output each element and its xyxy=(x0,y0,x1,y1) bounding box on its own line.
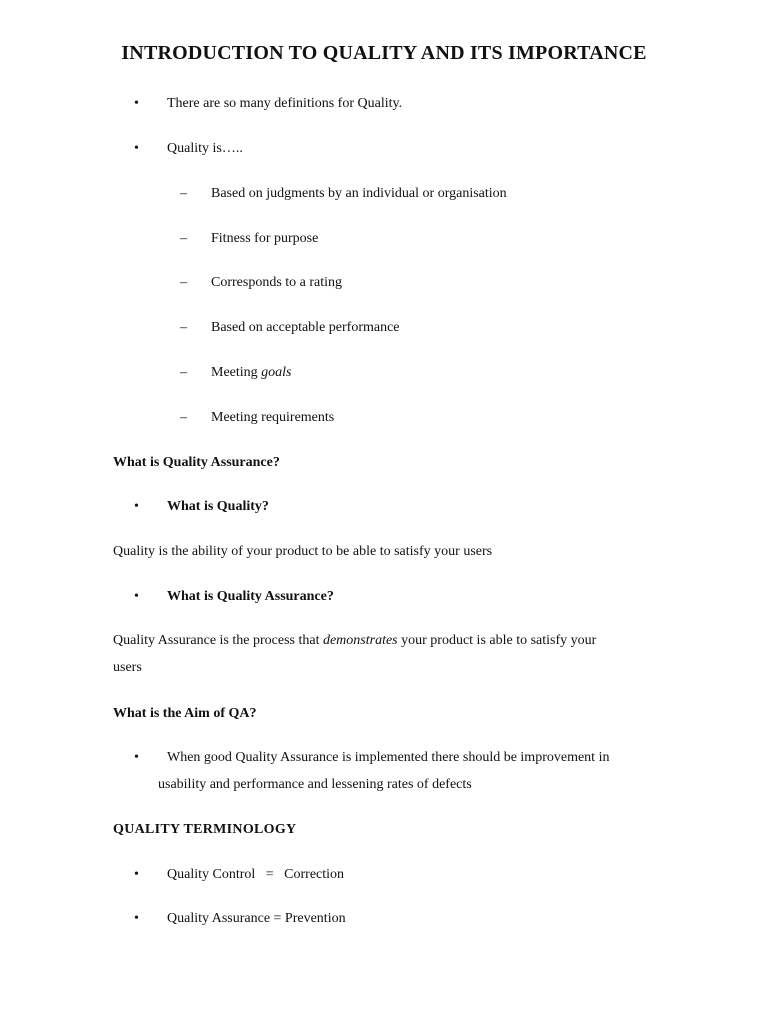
dash-icon: – xyxy=(180,231,187,246)
aim-text-line-1: When good Quality Assurance is implemented there should be improvement in xyxy=(167,750,610,765)
answer-emphasis: demonstrates xyxy=(322,633,398,648)
question-quality: What is Quality? xyxy=(167,499,269,514)
definition-emphasis: goals xyxy=(261,365,292,380)
dash-icon: – xyxy=(180,275,187,290)
definition-item: Fitness for purpose xyxy=(211,231,319,246)
question-quality-assurance: What is Quality Assurance? xyxy=(167,589,334,604)
dash-icon: – xyxy=(180,365,187,380)
dash-icon: – xyxy=(180,410,187,425)
bullet-icon: • xyxy=(134,499,139,514)
aim-text-line-2: usability and performance and lessening rates of defects xyxy=(158,777,472,792)
bullet-icon: • xyxy=(134,141,139,156)
bullet-icon: • xyxy=(134,96,139,111)
page-title: INTRODUCTION TO QUALITY AND ITS IMPORTANCE xyxy=(121,42,647,64)
intro-item-1: There are so many definitions for Quality. xyxy=(167,96,403,111)
answer-quality: Quality is the ability of your product to be able to satisfy your users xyxy=(113,544,493,559)
section-heading-qa: What is Quality Assurance? xyxy=(113,455,280,470)
definition-item: Based on acceptable performance xyxy=(211,320,400,335)
definition-item: Meeting requirements xyxy=(211,410,335,425)
answer-quality-assurance xyxy=(113,632,596,650)
answer-text: Quality Assurance is the process that xyxy=(113,633,323,648)
answer-text: your product is able to satisfy your xyxy=(397,633,597,648)
intro-item-2: Quality is….. xyxy=(167,141,243,156)
section-heading-aim: What is the Aim of QA? xyxy=(113,706,257,721)
section-heading-terminology: QUALITY TERMINOLOGY xyxy=(113,822,297,837)
answer-quality-assurance-continued: users xyxy=(113,660,142,675)
dash-icon: – xyxy=(180,320,187,335)
dash-icon: – xyxy=(180,186,187,201)
bullet-icon: • xyxy=(134,911,139,926)
terminology-item-1: Quality Control = Correction xyxy=(167,867,345,882)
definition-prefix: Meeting xyxy=(211,365,262,380)
bullet-icon: • xyxy=(134,589,139,604)
terminology-item-2: Quality Assurance = Prevention xyxy=(167,911,346,926)
bullet-icon: • xyxy=(134,750,139,765)
definition-item xyxy=(211,364,292,382)
bullet-icon: • xyxy=(134,867,139,882)
definition-item: Based on judgments by an individual or organisation xyxy=(211,186,507,201)
definition-item: Corresponds to a rating xyxy=(211,275,343,290)
